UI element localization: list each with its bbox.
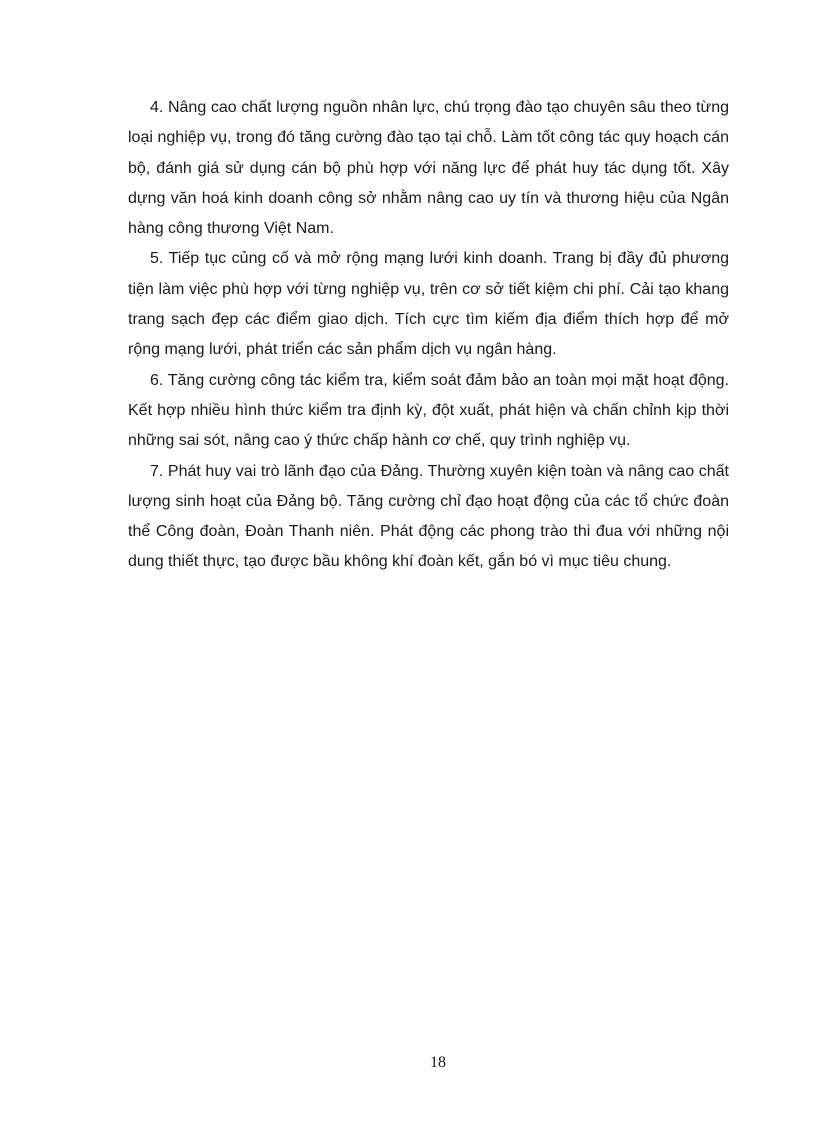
document-body bbox=[128, 93, 729, 578]
paragraph-item-7: 7. Phát huy vai trò lãnh đạo của Đảng. Thường xuyên kiện toàn và nâng cao chất lượng sinh hoạt của Đảng bộ. Tăng cường chỉ đạo hoạt động của các tổ chức đoàn thể Công đoàn, Đoàn Thanh niên. Phát động các phong trào thi đua với những nội dung thiết thực, tạo được bầu không khí đoàn kết, gắn bó vì mục tiêu chung. bbox=[128, 462, 729, 571]
page-number: 18 bbox=[430, 1054, 446, 1071]
paragraph-item-6: 6. Tăng cường công tác kiểm tra, kiểm soát đảm bảo an toàn mọi mặt hoạt động. Kết hợp nhiều hình thức kiểm tra định kỳ, đột xuất, phát hiện và chấn chỉnh kịp thời những sai sót, nâng cao ý thức chấp hành cơ chế, quy trình nghiệp vụ. bbox=[128, 371, 729, 450]
paragraph-item-4: 4. Nâng cao chất lượng nguồn nhân lực, chú trọng đào tạo chuyên sâu theo từng loại nghiệp vụ, trong đó tăng cường đào tạo tại chỗ. Làm tốt công tác quy hoạch cán bộ, đánh giá sử dụng cán bộ phù hợp với năng lực để phát huy tác dụng tốt. Xây dựng văn hoá kinh doanh công sở nhằm nâng cao uy tín và thương hiệu của Ngân hàng công thương Việt Nam. bbox=[128, 99, 729, 238]
paragraph-item-5: 5. Tiếp tục củng cố và mở rộng mạng lưới kinh doanh. Trang bị đầy đủ phương tiện làm việc phù hợp với từng nghiệp vụ, trên cơ sở tiết kiệm chi phí. Cải tạo khang trang sạch đẹp các điểm giao dịch. Tích cực tìm kiếm địa điểm thích hợp để mở rộng mạng lưới, phát triển các sản phẩm dịch vụ ngân hàng. bbox=[128, 250, 729, 359]
